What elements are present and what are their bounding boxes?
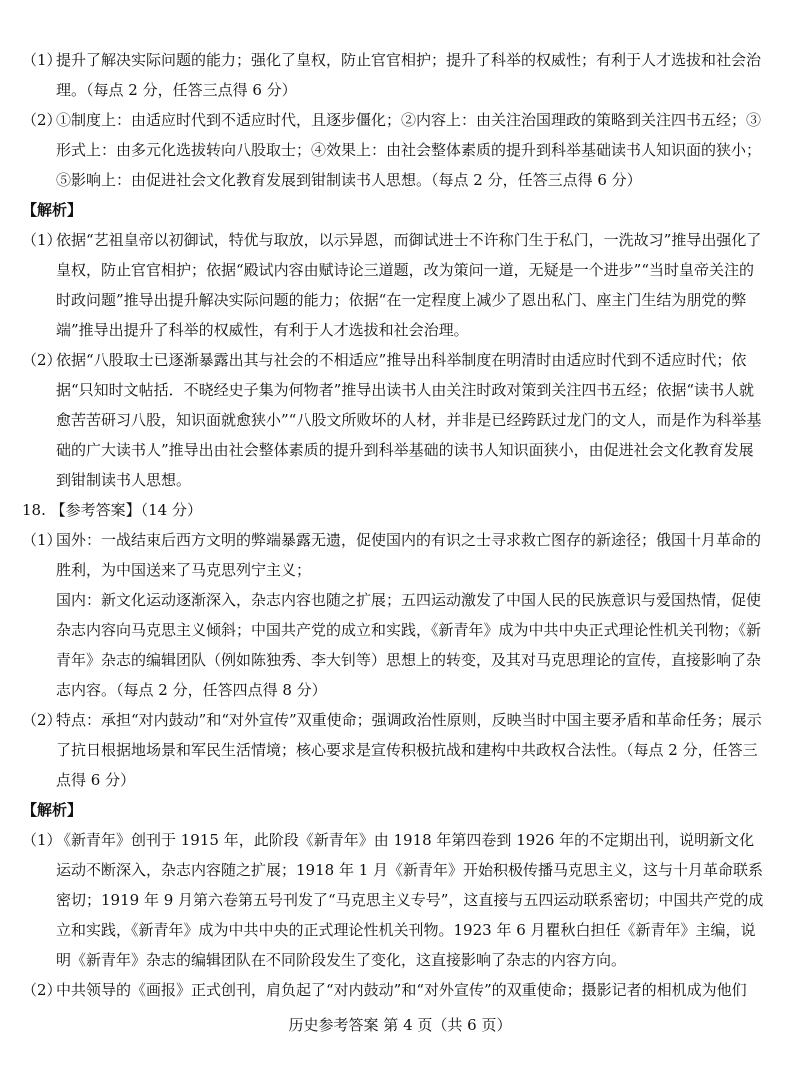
q17-analysis-2 [22, 345, 767, 495]
item-text: 提升了解决实际问题的能力；强化了皇权，防止官官相护；提升了科举的权威性；有利于人才选拔和社会治理。（每点 2 分，任答三点得 6 分） [56, 51, 762, 99]
item-number: （1） [22, 831, 62, 849]
item-text: 《新青年》创刊于 1915 年，此阶段《新青年》由 1918 年第四卷到 1926 年的不定期出刊，说明新文化运动不断深入，杂志内容随之扩展；1918 年 1 月《新青年》开始积极传播马克思主义，这与十月革命联系密切；1919 年 9 月第六卷第五号刊发了“马克思主义专号”，这直接与五四运动联系密切；中国共产党的成立和实践，《新青年》成为中共中央的正式理论性机关刊物。1923 年 6 月瞿秋白担任《新青年》主编，说明《新青年》杂志的编辑团队在不同阶段发生了变化，这直接影响了杂志的内容方向。 [56, 831, 764, 969]
foreign-factors: 国外：一战结束后西方文明的弊端暴露无遗，促使国内的有识之士寻求救亡图存的新途径；俄国十月革命的胜利，为中国送来了马克思列宁主义； [56, 531, 762, 579]
q17-answer-1 [22, 45, 767, 105]
q17-answer-2 [22, 105, 767, 195]
domestic-factors: 国内：新文化运动逐渐深入，杂志内容也随之扩展；五四运动激发了中国人民的民族意识与爱国热情，促使杂志内容向马克思主义倾斜；中国共产党的成立和实践，《新青年》成为中共中央正式理论性机关刊物；《新青年》杂志的编辑团队（例如陈独秀、李大钊等）思想上的转变，及其对马克思理论的宣传，直接影响了杂志内容。（每点 2 分，任答四点得 8 分） [56, 591, 762, 699]
item-text: 特点：承担“对内鼓动”和“对外宣传”双重使命；强调政治性原则，反映当时中国主要矛盾和革命任务；展示了抗日根据地场景和军民生活情境；核心要求是宣传积极抗战和建构中共政权合法性。（每点 2 分，任答三点得 6 分） [56, 711, 762, 789]
item-text: 依据“八股取士已逐渐暴露出其与社会的不相适应”推导出科举制度在明清时由适应时代到不适应时代；依据“只知时文帖括．不晓经史子集为何物者”推导出读书人由关注时政对策到关注四书五经；依据“读书人就愈苦苦研习八股，知识面就愈狭小”“八股文所败坏的人材，并非是已经跨跃过龙门的文人，而是作为科举基础的广大读书人”推导出由社会整体素质的提升到科举基础的读书人知识面狭小，由促进社会文化教育发展到钳制读书人思想。 [56, 351, 762, 489]
q18-answer-1 [22, 525, 767, 705]
item-number: （1） [22, 51, 62, 69]
q18-title: 18. 【参考答案】（14 分） [22, 501, 202, 519]
item-number: （1） [22, 531, 62, 549]
item-number: （2） [22, 351, 62, 369]
item-number: （2） [22, 711, 62, 729]
item-number: （2） [22, 111, 62, 129]
q18-analysis-1 [22, 825, 767, 975]
item-text: ①制度上：由适应时代到不适应时代，且逐步僵化；②内容上：由关注治国理政的策略到关注四书五经；③形式上：由多元化选拔转向八股取士；④效果上：由社会整体素质的提升到科举基础读书人知识面的狭小；⑤影响上：由促进社会文化教育发展到钳制读书人思想。（每点 2 分，任答三点得 6 分） [56, 111, 762, 189]
item-text-block [56, 525, 767, 705]
item-text: 中共领导的《画报》正式创刊，肩负起了“对内鼓动”和“对外宣传”的双重使命；摄影记者的相机成为他们 [56, 981, 747, 999]
item-text: 依据“艺祖皇帝以初御试，特优与取放，以示异恩，而御试进士不许称门生于私门，一洗故习”推导出强化了皇权，防止官官相护；依据“殿试内容由赋诗论三道题，改为策问一道，无疑是一个进步”“当时皇帝关注的时政问题”推导出提升解决实际问题的能力；依据“在一定程度上减少了恩出私门、座主门生结为朋党的弊端”推导出提升了科举的权威性，有利于人才选拔和社会治理。 [56, 231, 762, 339]
q17-analysis-heading: 【解析】 [22, 201, 83, 219]
page-footer: 历史参考答案 第 4 页（共 6 页） [288, 1016, 512, 1034]
page-content [22, 45, 767, 1005]
q18-analysis-heading: 【解析】 [22, 801, 83, 819]
item-number: （1） [22, 231, 62, 249]
q17-analysis-1 [22, 225, 767, 345]
q18-analysis-2 [22, 975, 767, 1005]
item-number: （2） [22, 981, 62, 999]
q18-answer-2 [22, 705, 767, 795]
